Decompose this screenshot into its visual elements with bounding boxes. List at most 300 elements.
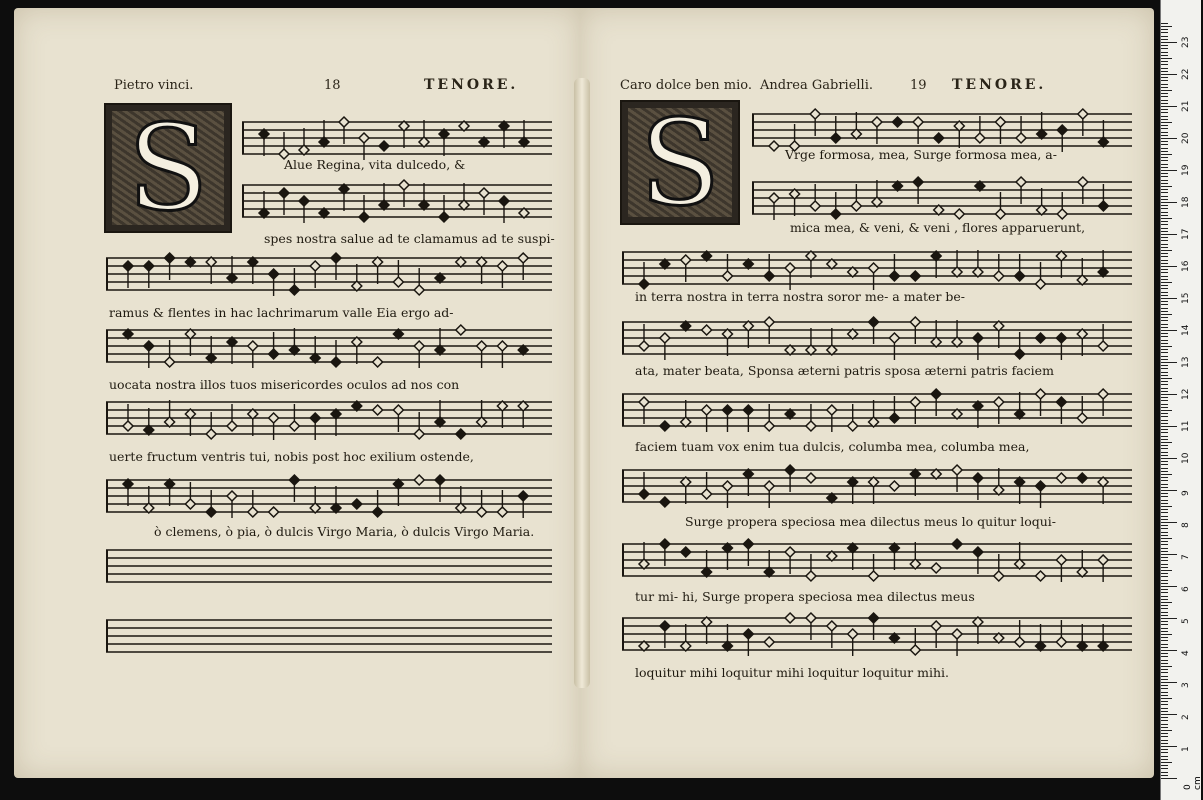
note-head	[1077, 473, 1087, 483]
ruler-tick	[1161, 698, 1172, 699]
note-head	[339, 184, 349, 211]
note-head	[893, 117, 903, 127]
ruler-tick	[1161, 90, 1172, 91]
ruler-tick	[1161, 580, 1168, 581]
right-lyric-line: loquitur mihi loquitur mihi loquitur loquitur mihi.	[635, 665, 950, 680]
ruler-tick	[1161, 711, 1168, 712]
ruler-tick	[1161, 244, 1168, 245]
ruler-tick	[1161, 199, 1168, 200]
note-head	[806, 328, 816, 355]
ruler-tick	[1161, 327, 1168, 328]
ruler-tick	[1161, 464, 1168, 465]
note-head	[352, 264, 362, 291]
ruler-tick	[1161, 772, 1168, 773]
ruler-number: 7	[1181, 554, 1191, 560]
ruler-tick	[1161, 423, 1168, 424]
ruler-tick	[1161, 500, 1168, 501]
ruler-tick	[1161, 365, 1168, 366]
ruler-tick	[1161, 458, 1177, 459]
ruler-tick	[1161, 58, 1172, 59]
ruler-tick	[1161, 624, 1168, 625]
ruler-tick	[1161, 637, 1168, 638]
measurement-ruler	[1160, 0, 1201, 800]
note-head	[952, 250, 962, 277]
ruler-tick	[1161, 727, 1168, 728]
ruler-tick	[1161, 71, 1168, 72]
ruler-tick	[1161, 455, 1168, 456]
ruler-tick	[1161, 205, 1168, 206]
ruler-tick	[1161, 592, 1168, 593]
note-head	[1098, 477, 1108, 504]
ruler-tick	[1161, 84, 1168, 85]
note-head	[248, 409, 258, 436]
ruler-tick	[1161, 740, 1168, 741]
ruler-tick	[1161, 535, 1168, 536]
ruler-tick	[1161, 308, 1168, 309]
ruler-tick	[1161, 586, 1177, 587]
ruler-tick	[1161, 381, 1168, 382]
ruler-tick	[1161, 164, 1168, 165]
note-head	[1036, 624, 1046, 651]
ruler-tick	[1161, 154, 1172, 155]
note-head	[1077, 550, 1087, 577]
ruler-tick	[1161, 368, 1168, 369]
ruler-tick	[1161, 516, 1168, 517]
ruler-tick	[1161, 215, 1168, 216]
note-head	[785, 613, 795, 623]
note-head	[994, 321, 1004, 348]
ruler-tick	[1161, 125, 1168, 126]
note-head	[352, 337, 362, 364]
ruler-tick	[1161, 42, 1177, 43]
ruler-tick	[1161, 768, 1168, 769]
ruler-tick	[1161, 173, 1168, 174]
ruler-tick	[1161, 663, 1168, 664]
note-head	[379, 141, 389, 151]
ruler-tick	[1161, 39, 1168, 40]
ruler-tick	[1161, 100, 1168, 101]
ruler-tick	[1161, 324, 1168, 325]
ruler-number: 20	[1181, 132, 1191, 144]
note-head	[206, 257, 216, 284]
note-head	[1037, 112, 1047, 139]
note-head	[459, 183, 469, 210]
ruler-tick	[1161, 653, 1168, 654]
note-head	[1098, 624, 1108, 651]
note-head	[1015, 477, 1025, 504]
ruler-number: 8	[1181, 522, 1191, 528]
ruler-tick	[1161, 656, 1168, 657]
ruler-tick	[1161, 279, 1168, 280]
ruler-tick	[1161, 186, 1172, 187]
right-title: Caro dolce ben mio.	[620, 78, 753, 93]
ruler-tick	[1161, 349, 1168, 350]
ruler-tick	[1161, 266, 1177, 267]
ruler-tick	[1161, 151, 1168, 152]
ruler-tick	[1161, 346, 1172, 347]
left-lyric-line: ramus & flentes in hac lachrimarum valle Eia ergo ad-	[109, 305, 454, 320]
note-head	[1098, 250, 1108, 277]
note-head	[206, 336, 216, 363]
ruler-tick	[1161, 512, 1168, 513]
ruler-tick	[1161, 384, 1168, 385]
note-head	[722, 543, 732, 570]
ruler-number: 1	[1181, 746, 1191, 752]
ruler-tick	[1161, 439, 1168, 440]
ruler-tick	[1161, 298, 1177, 299]
ruler-tick	[1161, 573, 1168, 574]
left-lyric-line: ò clemens, ò pia, ò dulcis Virgo Maria, ò dulcis Virgo Maria.	[154, 524, 535, 539]
note-head	[722, 329, 732, 356]
ruler-tick	[1161, 717, 1168, 718]
ruler-tick	[1161, 36, 1168, 37]
note-head	[952, 320, 962, 347]
note-head	[379, 183, 389, 210]
ruler-number: 13	[1181, 356, 1191, 368]
note-head	[827, 328, 837, 355]
left-composer: Pietro vinci.	[114, 78, 194, 93]
note-head	[185, 329, 195, 356]
note-head	[435, 328, 445, 355]
note-head	[889, 543, 899, 570]
ruler-tick	[1161, 288, 1168, 289]
left-lyric-line: spes nostra salue ad te clamamus ad te suspi-	[264, 231, 555, 246]
ruler-number: 14	[1181, 324, 1191, 336]
ruler-tick	[1161, 311, 1168, 312]
ruler-tick	[1161, 570, 1172, 571]
ruler-tick	[1161, 135, 1168, 136]
ruler-tick	[1161, 407, 1168, 408]
ruler-number: 17	[1181, 228, 1191, 240]
note-head	[1037, 188, 1047, 215]
ruler-tick	[1161, 426, 1177, 427]
ruler-tick	[1161, 599, 1168, 600]
ruler-tick	[1161, 468, 1168, 469]
ruler-tick	[1161, 180, 1168, 181]
ruler-tick	[1161, 301, 1168, 302]
note-head	[869, 477, 879, 504]
ruler-tick	[1161, 685, 1168, 686]
note-head	[872, 180, 882, 207]
ruler-tick	[1161, 736, 1168, 737]
ruler-tick	[1161, 128, 1168, 129]
note-head	[660, 497, 670, 507]
note-head	[790, 189, 800, 216]
ruler-tick	[1161, 749, 1168, 750]
ruler-tick	[1161, 720, 1168, 721]
ruler-tick	[1161, 397, 1168, 398]
ruler-tick	[1161, 77, 1168, 78]
note-head	[954, 121, 964, 148]
note-head	[806, 251, 816, 278]
note-head	[419, 120, 429, 147]
ruler-tick	[1161, 522, 1177, 523]
note-head	[399, 121, 409, 148]
note-head	[931, 251, 941, 278]
ruler-tick	[1161, 221, 1168, 222]
right-lyric-line: in terra nostra in terra nostra soror me- a mater be-	[635, 289, 966, 304]
ruler-tick	[1161, 778, 1177, 779]
right-lyric-line: ata, mater beata, Sponsa æterni patris sposa æterni patris faciem	[635, 363, 1054, 378]
ruler-tick	[1161, 410, 1172, 411]
ruler-tick	[1161, 612, 1168, 613]
note-head	[185, 409, 195, 436]
right-staff-1	[752, 100, 1132, 174]
ruler-tick	[1161, 682, 1177, 683]
ruler-tick	[1161, 55, 1168, 56]
ruler-tick	[1161, 621, 1168, 622]
ruler-tick	[1161, 138, 1177, 139]
ruler-tick	[1161, 272, 1168, 273]
note-head	[806, 473, 816, 483]
ruler-tick	[1161, 544, 1168, 545]
ruler-tick	[1161, 320, 1168, 321]
ruler-number: 12	[1181, 388, 1191, 400]
ruler-tick	[1161, 528, 1168, 529]
ruler-tick	[1161, 490, 1177, 491]
ruler-tick	[1161, 253, 1168, 254]
ruler-tick	[1161, 48, 1168, 49]
ruler-tick	[1161, 532, 1168, 533]
note-head	[319, 120, 329, 147]
note-head	[352, 499, 362, 509]
ruler-tick	[1161, 189, 1168, 190]
ruler-tick	[1161, 650, 1177, 651]
ruler-tick	[1161, 218, 1172, 219]
ruler-tick	[1161, 548, 1168, 549]
ruler-tick	[1161, 112, 1168, 113]
note-head	[310, 336, 320, 363]
ruler-tick	[1161, 429, 1168, 430]
ruler-tick	[1161, 394, 1177, 395]
note-head	[639, 542, 649, 569]
note-head	[456, 429, 466, 439]
ruler-number: 22	[1181, 68, 1191, 80]
ruler-tick	[1161, 295, 1168, 296]
note-head	[931, 563, 941, 573]
ruler-tick	[1161, 132, 1168, 133]
ruler-tick	[1161, 480, 1168, 481]
note-head	[299, 128, 309, 155]
ruler-number: 15	[1181, 292, 1191, 304]
ruler-number: 16	[1181, 260, 1191, 272]
note-head	[681, 624, 691, 651]
note-head	[910, 271, 920, 281]
ruler-number: 2	[1181, 714, 1191, 720]
ruler-tick	[1161, 724, 1168, 725]
ruler-tick	[1161, 116, 1168, 117]
ruler-tick	[1161, 628, 1168, 629]
ruler-tick	[1161, 52, 1168, 53]
ruler-tick	[1161, 634, 1172, 635]
ruler-tick	[1161, 202, 1177, 203]
note-head	[1015, 392, 1025, 419]
note-head	[931, 320, 941, 347]
note-head	[848, 477, 858, 504]
ruler-tick	[1161, 109, 1168, 110]
ruler-tick	[1161, 608, 1168, 609]
ruler-tick	[1161, 400, 1168, 401]
note-head	[393, 479, 403, 506]
ruler-tick	[1161, 160, 1168, 161]
ruler-tick	[1161, 192, 1168, 193]
open-book	[14, 8, 1154, 778]
note-head	[702, 550, 712, 577]
ruler-tick	[1161, 692, 1168, 693]
ruler-tick	[1161, 631, 1168, 632]
ruler-tick	[1161, 64, 1168, 65]
left-page	[14, 8, 580, 778]
ruler-number: 23	[1181, 36, 1191, 48]
ruler-tick	[1161, 730, 1172, 731]
ruler-tick	[1161, 509, 1168, 510]
ruler-tick	[1161, 506, 1172, 507]
ruler-tick	[1161, 119, 1168, 120]
note-head	[227, 256, 237, 283]
ruler-tick	[1161, 503, 1168, 504]
ruler-tick	[1161, 336, 1168, 337]
ruler-tick	[1161, 23, 1168, 24]
ruler-tick	[1161, 141, 1168, 142]
note-head	[889, 481, 899, 491]
left-voice-label: TENORE.	[424, 77, 519, 93]
ruler-tick	[1161, 756, 1168, 757]
ruler-tick	[1161, 93, 1168, 94]
ruler-tick	[1161, 362, 1177, 363]
ruler-tick	[1161, 196, 1168, 197]
ruler-tick	[1161, 676, 1168, 677]
ruler-tick	[1161, 304, 1168, 305]
note-head	[310, 486, 320, 513]
ruler-tick	[1161, 330, 1177, 331]
ruler-number: 3	[1181, 682, 1191, 688]
ruler-tick	[1161, 554, 1177, 555]
ruler-tick	[1161, 519, 1168, 520]
ruler-tick	[1161, 285, 1168, 286]
note-head	[439, 129, 449, 156]
note-head	[851, 112, 861, 139]
note-head	[769, 141, 779, 151]
right-lyric-line: tur mi- hi, Surge propera speciosa mea dilectus meus	[635, 589, 975, 604]
note-head	[456, 486, 466, 513]
ruler-tick	[1161, 148, 1168, 149]
note-head	[702, 617, 712, 644]
note-head	[743, 321, 753, 348]
ruler-tick	[1161, 452, 1168, 453]
ruler-tick	[1161, 493, 1168, 494]
ruler-tick	[1161, 496, 1168, 497]
note-head	[144, 486, 154, 513]
note-head	[1077, 624, 1087, 651]
ruler-tick	[1161, 333, 1168, 334]
note-head	[994, 468, 1004, 495]
ruler-tick	[1161, 669, 1168, 670]
ruler-tick	[1161, 391, 1168, 392]
ruler-tick	[1161, 87, 1168, 88]
ruler-tick	[1161, 247, 1168, 248]
note-head	[331, 486, 341, 513]
ruler-tick	[1161, 26, 1172, 27]
ruler-tick	[1161, 660, 1168, 661]
note-head	[331, 409, 341, 436]
ruler-tick	[1161, 714, 1177, 715]
note-head	[1077, 258, 1087, 285]
note-head	[973, 617, 983, 644]
ruler-tick	[1161, 388, 1168, 389]
note-head	[144, 408, 154, 435]
ruler-tick	[1161, 416, 1168, 417]
ruler-tick	[1161, 317, 1168, 318]
ruler-tick	[1161, 442, 1172, 443]
ruler-tick	[1161, 144, 1168, 145]
ruler-tick	[1161, 80, 1168, 81]
ruler-tick	[1161, 708, 1168, 709]
note-head	[289, 328, 299, 355]
ruler-tick	[1161, 96, 1168, 97]
ruler-number: 18	[1181, 196, 1191, 208]
note-head	[934, 133, 944, 143]
ruler-tick	[1161, 32, 1168, 33]
ruler-number: 11	[1181, 420, 1191, 432]
initial-letter: S	[127, 99, 209, 237]
ruler-tick	[1161, 672, 1168, 673]
note-head	[419, 183, 429, 210]
ruler-number: 5	[1181, 618, 1191, 624]
ruler-tick	[1161, 765, 1168, 766]
note-head	[435, 400, 445, 427]
right-lyric-line: mica mea, & veni, & veni , flores apparuerunt,	[790, 220, 1086, 235]
ruler-tick	[1161, 560, 1168, 561]
note-head	[1036, 571, 1046, 581]
note-head	[1077, 329, 1087, 356]
ruler-tick	[1161, 378, 1172, 379]
left-lyric-line: Alue Regina, vita dulcedo, &	[284, 157, 466, 172]
note-head	[973, 250, 983, 277]
ruler-tick	[1161, 695, 1168, 696]
right-page-number: 19	[910, 78, 927, 93]
left-lyric-line: uocata nostra illos tuos misericordes oculos ad nos con	[109, 377, 460, 392]
note-head	[497, 401, 507, 428]
ruler-tick	[1161, 752, 1168, 753]
ruler-tick	[1161, 256, 1168, 257]
ruler-tick	[1161, 525, 1168, 526]
ruler-tick	[1161, 432, 1168, 433]
ruler-tick	[1161, 538, 1172, 539]
ruler-tick	[1161, 260, 1168, 261]
ruler-tick	[1161, 688, 1168, 689]
ruler-tick	[1161, 170, 1177, 171]
ruler-tick	[1161, 564, 1168, 565]
ruler-tick	[1161, 605, 1168, 606]
ruler-tick	[1161, 420, 1168, 421]
ruler-tick	[1161, 445, 1168, 446]
ruler-number: 4	[1181, 650, 1191, 656]
ruler-tick	[1161, 436, 1168, 437]
ruler-tick	[1161, 541, 1168, 542]
note-head	[660, 421, 670, 431]
ruler-number: 9	[1181, 490, 1191, 496]
ruler-tick	[1161, 74, 1177, 75]
ruler-tick	[1161, 762, 1172, 763]
ruler-tick	[1161, 234, 1177, 235]
ruler-tick	[1161, 775, 1168, 776]
note-head	[1056, 251, 1066, 278]
right-lyric-line: Surge propera speciosa mea dilectus meus lo quitur loqui-	[685, 514, 1057, 529]
note-head	[973, 401, 983, 428]
ruler-tick	[1161, 644, 1168, 645]
ruler-tick	[1161, 596, 1168, 597]
book-gutter	[574, 78, 590, 688]
